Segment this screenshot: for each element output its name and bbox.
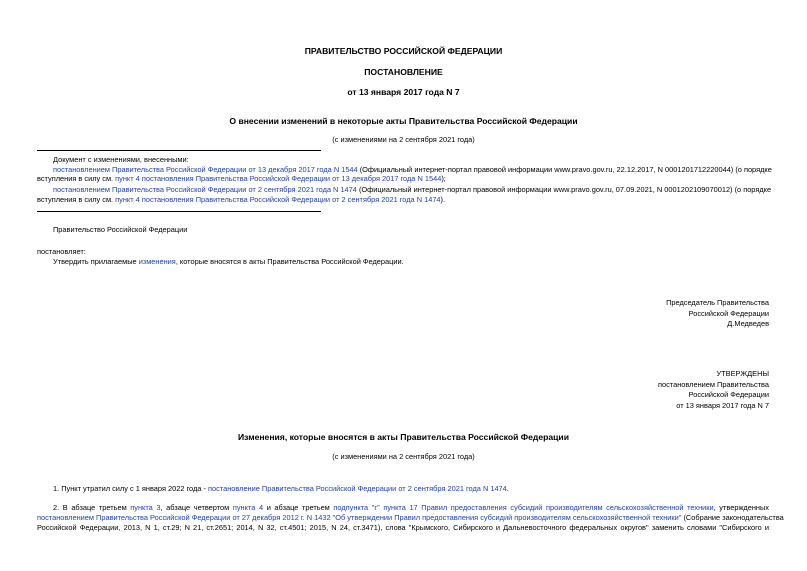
- changes-link[interactable]: изменения: [138, 257, 176, 266]
- changes-heading: Документ с изменениями, внесенными:: [53, 155, 189, 164]
- repeal-link-1474[interactable]: постановление Правительства Российской Федерации от 2 сентября 2021 года N 1474: [207, 484, 507, 493]
- divider-top: [37, 150, 321, 151]
- approve-sentence: Утвердить прилагаемые изменения, которые вносятся в акты Правительства Российской Федерации.: [53, 257, 404, 266]
- clause-link-1544[interactable]: пункт 4 постановления Правительства Российской Федерации от 13 декабря 2017 года N 1544: [115, 174, 442, 183]
- document-title: О внесении изменений в некоторые акты Правительства Российской Федерации: [229, 116, 578, 126]
- signature-name: Д.Медведев: [727, 319, 769, 328]
- signature-block: [666, 298, 769, 330]
- decree-1432-link[interactable]: постановлением Правительства Российской Федерации от 27 декабря 2012 г. N 1432 "Об утверждении Правил предоставления субсидий производителям сельскохозяйственной техники": [37, 513, 682, 522]
- annex-title: Изменения, которые вносятся в акты Правительства Российской Федерации: [237, 432, 569, 442]
- decree-word: постановляет:: [37, 247, 86, 256]
- approval-block: [658, 369, 769, 411]
- changes-item-1: постановлением Правительства Российской Федерации от 13 декабря 2017 года N 1544 (Официальный интернет-портал правовой информации www.pravo.gov.ru, 22.12.2017, N 0001201712220044) (о порядке: [53, 165, 772, 174]
- clause-3-link[interactable]: пункта 3: [130, 503, 161, 512]
- signature-position: Председатель Правительства: [666, 298, 769, 307]
- government-heading: ПРАВИТЕЛЬСТВО РОССИЙСКОЙ ФЕДЕРАЦИИ: [304, 46, 503, 56]
- clause-link-1474[interactable]: пункт 4 постановления Правительства Российской Федерации от 2 сентября 2021 года N 1474: [115, 195, 441, 204]
- annex-paragraph-2-line-2: постановлением Правительства Российской Федерации от 27 декабря 2012 г. N 1432 "Об утверждении Правил предоставления субсидий производителям сельскохозяйственной техники" (Собрание законодательства: [37, 513, 784, 522]
- changes-item-1-cont: вступления в силу см. пункт 4 постановления Правительства Российской Федерации от 13 декабря 2017 года N 1544);: [37, 174, 446, 183]
- document-type: ПОСТАНОВЛЕНИЕ: [364, 67, 443, 77]
- revision-note: (с изменениями на 2 сентября 2021 года): [332, 135, 475, 144]
- annex-paragraph-1: 1. Пункт утратил силу с 1 января 2022 года - постановление Правительства Российской Федерации от 2 сентября 2021 года N 1474.: [53, 484, 509, 493]
- clause-4-link[interactable]: пункта 4: [232, 503, 264, 512]
- issuer: Правительство Российской Федерации: [53, 225, 188, 234]
- annex-paragraph-2-line-3: Российской Федерации, 2013, N 1, ст.29; N 21, ст.2651; 2014, N 32, ст.4501; 2015, N 24, ст.3471), слова "Крымского, Сибирского и Дальневосточного федеральных округов" заменить словами "Сибирского и: [37, 523, 769, 532]
- approval-country: Российской Федерации: [688, 390, 769, 399]
- changes-item-2-cont: вступления в силу см. пункт 4 постановления Правительства Российской Федерации от 2 сентября 2021 года N 1474).: [37, 195, 446, 204]
- approval-date: от 13 января 2017 года N 7: [676, 400, 769, 410]
- changes-item-2: постановлением Правительства Российской Федерации от 2 сентября 2021 года N 1474 (Официальный интернет-портал правовой информации www.pravo.gov.ru, 07.09.2021, N 0001202109070012) (о порядке: [53, 185, 772, 194]
- annex-revision: (с изменениями на 2 сентября 2021 года): [332, 452, 475, 461]
- amendment-link-1544[interactable]: постановлением Правительства Российской Федерации от 13 декабря 2017 года N 1544: [53, 165, 358, 174]
- subclause-17g-link[interactable]: подпункта "г" пункта 17 Правил предоставления субсидий производителям сельскохозяйственной техники: [333, 503, 714, 512]
- signature-country: Российской Федерации: [688, 308, 769, 318]
- approval-stamp: УТВЕРЖДЕНЫ: [716, 369, 769, 378]
- divider-bottom: [37, 211, 321, 212]
- amendment-link-1474[interactable]: постановлением Правительства Российской Федерации от 2 сентября 2021 года N 1474: [53, 185, 357, 194]
- document-date-number: от 13 января 2017 года N 7: [347, 87, 460, 97]
- annex-paragraph-2: 2. В абзаце третьем пункта 3, абзаце четвертом пункта 4 и абзаце третьем подпункта "г" пункта 17 Правил предоставления субсидий производителям сельскохозяйственной техники, утвержденных: [53, 503, 769, 512]
- approval-by: постановлением Правительства: [658, 379, 769, 389]
